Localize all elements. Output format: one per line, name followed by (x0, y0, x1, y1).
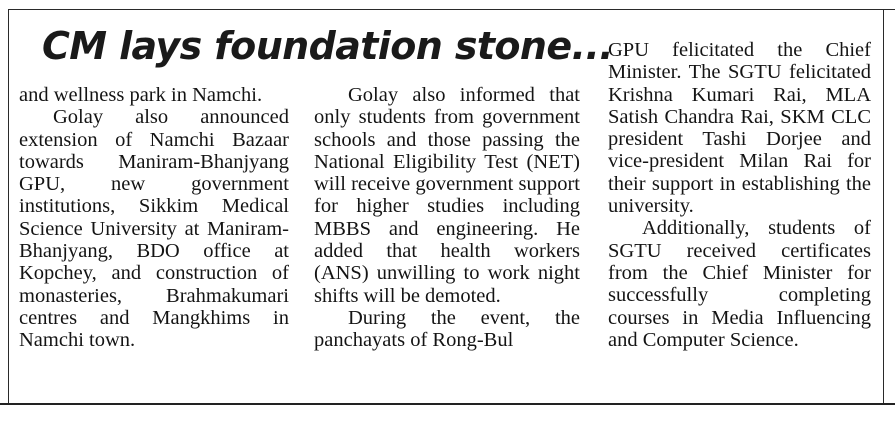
column-2 (314, 84, 580, 352)
bottom-border-rule (0, 403, 895, 405)
column-2-paragraph-1: Golay also informed that only students from government schools and those passing the National Eligibility Test (NET) will receive government support for higher studies including MBBS and engineering. He added that health workers (ANS) unwilling to work night shifts will be demoted. (314, 84, 580, 307)
column-3-paragraph-1: GPU felicitated the Chief Minister. The SGTU felicitated Krishna Kumari Rai, MLA Satish Chandra Rai, SKM CLC president Tashi Dorjee and vice-president Milan Rai for their support in establishing the university. (608, 39, 871, 218)
headline: CM lays foundation stone... (42, 24, 614, 68)
column-1-paragraph-1: and wellness park in Namchi. (19, 84, 263, 106)
column-3-paragraph-2: Additionally, students of SGTU received certificates from the Chief Minister for successfully completing courses in Media Influencing and Computer Science. (608, 217, 871, 351)
column-2-paragraph-2: During the event, the panchayats of Rong-Bul (314, 306, 580, 352)
left-border-rule (8, 9, 9, 403)
column-1-paragraph-2: Golay also announced extension of Namchi Bazaar towards Maniram-Bhanjyang GPU, new government institutions, Sikkim Medical Science University at Maniram-Bhanjyang, BDO office at Kopchey, and construction of monasteries, Brahmakumari centres and Mangkhims in Namchi town. (19, 106, 289, 352)
top-border-rule (8, 9, 895, 10)
column-1 (19, 84, 289, 352)
column-3 (608, 39, 871, 351)
right-border-rule (883, 9, 884, 403)
